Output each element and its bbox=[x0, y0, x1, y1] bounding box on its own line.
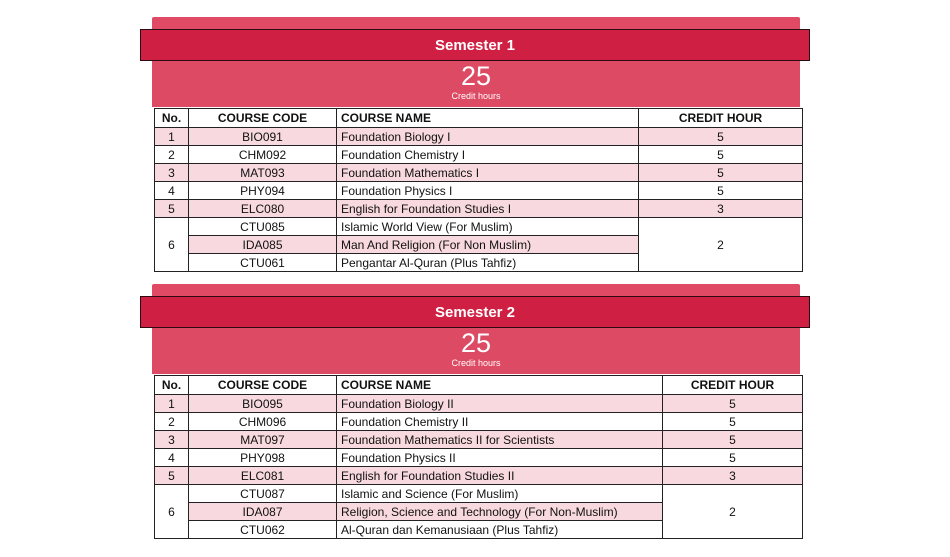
row-no: 1 bbox=[155, 395, 189, 413]
row-no: 3 bbox=[155, 164, 189, 182]
credit-hour: 3 bbox=[663, 467, 803, 485]
col-header-code: COURSE CODE bbox=[189, 109, 337, 128]
credit-hours-box bbox=[152, 328, 800, 374]
credit-hour: 5 bbox=[639, 164, 803, 182]
row-no: 5 bbox=[155, 467, 189, 485]
col-header-name: COURSE NAME bbox=[337, 376, 663, 395]
row-no: 5 bbox=[155, 200, 189, 218]
credit-hours-total: 25 bbox=[460, 61, 492, 91]
course-code: IDA087 bbox=[189, 503, 337, 521]
table-row bbox=[155, 431, 803, 449]
course-code: CHM096 bbox=[189, 413, 337, 431]
course-name: English for Foundation Studies I bbox=[337, 200, 639, 218]
col-header-hours: CREDIT HOUR bbox=[663, 376, 803, 395]
table-row bbox=[155, 449, 803, 467]
course-code: BIO095 bbox=[189, 395, 337, 413]
course-code: CHM092 bbox=[189, 146, 337, 164]
course-code: BIO091 bbox=[189, 128, 337, 146]
course-name: Foundation Mathematics I bbox=[337, 164, 639, 182]
table-row bbox=[155, 485, 803, 503]
credit-hour: 2 bbox=[663, 485, 803, 539]
col-header-code: COURSE CODE bbox=[189, 376, 337, 395]
row-no: 3 bbox=[155, 431, 189, 449]
credit-hour: 2 bbox=[639, 218, 803, 272]
course-name: Foundation Chemistry I bbox=[337, 146, 639, 164]
table-row bbox=[155, 413, 803, 431]
course-code: PHY094 bbox=[189, 182, 337, 200]
col-header-hours: CREDIT HOUR bbox=[639, 109, 803, 128]
course-name: Islamic World View (For Muslim) bbox=[337, 218, 639, 236]
course-name: Foundation Biology I bbox=[337, 128, 639, 146]
course-code: CTU062 bbox=[189, 521, 337, 539]
row-no: 2 bbox=[155, 146, 189, 164]
course-name: Foundation Mathematics II for Scientists bbox=[337, 431, 663, 449]
semester-title: Semester 2 bbox=[140, 296, 810, 328]
credit-hour: 5 bbox=[639, 128, 803, 146]
table-row bbox=[155, 467, 803, 485]
course-code: MAT097 bbox=[189, 431, 337, 449]
col-header-name: COURSE NAME bbox=[337, 109, 639, 128]
table-row bbox=[155, 200, 803, 218]
course-code: CTU087 bbox=[189, 485, 337, 503]
course-name: Foundation Chemistry II bbox=[337, 413, 663, 431]
table-row bbox=[155, 146, 803, 164]
credit-hours-label: Credit hours bbox=[451, 358, 501, 368]
row-no: 4 bbox=[155, 449, 189, 467]
table-row bbox=[155, 128, 803, 146]
course-code: MAT093 bbox=[189, 164, 337, 182]
credit-hour: 5 bbox=[663, 431, 803, 449]
course-name: Al-Quran dan Kemanusiaan (Plus Tahfiz) bbox=[337, 521, 663, 539]
credit-hours-label: Credit hours bbox=[451, 91, 501, 101]
course-name: Pengantar Al-Quran (Plus Tahfiz) bbox=[337, 254, 639, 272]
course-code: ELC080 bbox=[189, 200, 337, 218]
table-row bbox=[155, 395, 803, 413]
credit-hour: 3 bbox=[639, 200, 803, 218]
row-no: 4 bbox=[155, 182, 189, 200]
table-row bbox=[155, 182, 803, 200]
table-header-row bbox=[155, 109, 803, 128]
row-no: 6 bbox=[155, 485, 189, 539]
row-no: 1 bbox=[155, 128, 189, 146]
course-name: English for Foundation Studies II bbox=[337, 467, 663, 485]
col-header-no: No. bbox=[155, 376, 189, 395]
course-code: PHY098 bbox=[189, 449, 337, 467]
credit-hours-total: 25 bbox=[460, 328, 492, 358]
course-name: Islamic and Science (For Muslim) bbox=[337, 485, 663, 503]
row-no: 2 bbox=[155, 413, 189, 431]
course-name: Man And Religion (For Non Muslim) bbox=[337, 236, 639, 254]
course-code: CTU085 bbox=[189, 218, 337, 236]
course-code: CTU061 bbox=[189, 254, 337, 272]
course-code: ELC081 bbox=[189, 467, 337, 485]
credit-hour: 5 bbox=[639, 182, 803, 200]
course-table bbox=[154, 375, 803, 539]
table-row bbox=[155, 164, 803, 182]
credit-hour: 5 bbox=[663, 449, 803, 467]
course-name: Religion, Science and Technology (For Non-Muslim) bbox=[337, 503, 663, 521]
credit-hours-box bbox=[152, 61, 800, 107]
row-no: 6 bbox=[155, 218, 189, 272]
table-row bbox=[155, 218, 803, 236]
credit-hour: 5 bbox=[663, 395, 803, 413]
semester-title: Semester 1 bbox=[140, 29, 810, 61]
table-header-row bbox=[155, 376, 803, 395]
col-header-no: No. bbox=[155, 109, 189, 128]
credit-hour: 5 bbox=[639, 146, 803, 164]
course-table bbox=[154, 108, 803, 272]
course-code: IDA085 bbox=[189, 236, 337, 254]
course-name: Foundation Biology II bbox=[337, 395, 663, 413]
credit-hour: 5 bbox=[663, 413, 803, 431]
course-name: Foundation Physics I bbox=[337, 182, 639, 200]
course-name: Foundation Physics II bbox=[337, 449, 663, 467]
